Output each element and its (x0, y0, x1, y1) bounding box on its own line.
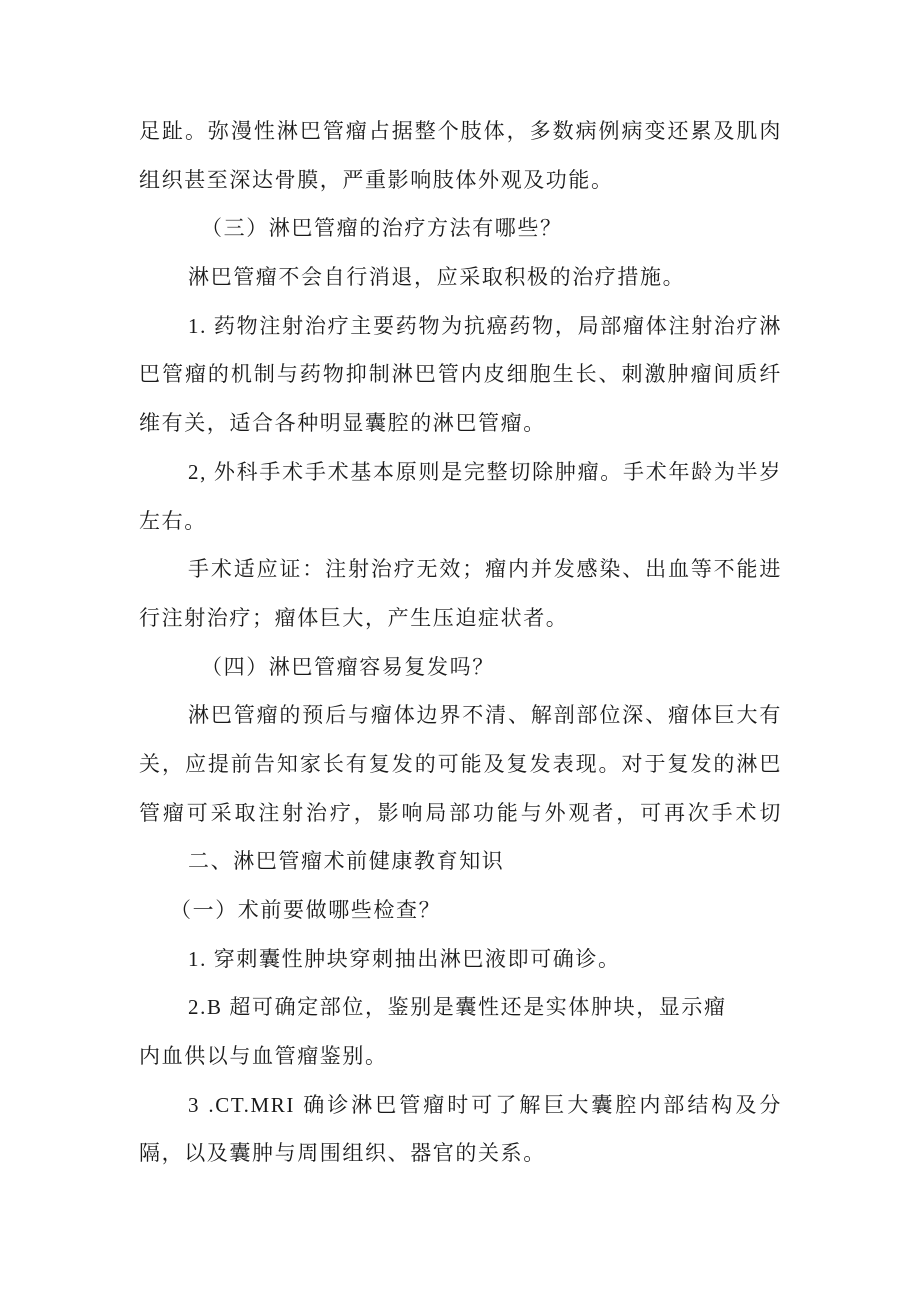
chapter-heading: 二、淋巴管瘤术前健康教育知识 (188, 849, 505, 874)
body-line: 行注射治疗；瘤体巨大，产生压迫症状者。 (139, 605, 569, 630)
body-line: 手术适应证：注射治疗无效；瘤内并发感染、出血等不能进 (188, 557, 782, 582)
body-line: 关，应提前告知家长有复发的可能及复发表现。对于复发的淋巴 (139, 751, 782, 776)
body-line: 巴管瘤的机制与药物抑制淋巴管内皮细胞生长、刺激肿瘤间质纤 (139, 362, 782, 387)
document-body (139, 107, 782, 1178)
list-item-line: 1. 穿刺囊性肿块穿刺抽出淋巴液即可确诊。 (188, 946, 621, 971)
body-line: 左右。 (139, 508, 207, 533)
list-item-line: 1. 药物注射治疗主要药物为抗癌药物，局部瘤体注射治疗淋 (188, 313, 782, 338)
list-item-line: 2.B 超可确定部位，鉴别是囊性还是实体肿块，显示瘤 (188, 995, 727, 1020)
body-line: 隔，以及囊肿与周围组织、器官的关系。 (139, 1141, 546, 1166)
body-line: 管瘤可采取注射治疗，影响局部功能与外观者，可再次手术切 (139, 800, 782, 825)
body-line: 足趾。弥漫性淋巴管瘤占据整个肢体，多数病例病变还累及肌肉 (139, 119, 782, 143)
body-line: 淋巴管瘤不会自行消退，应采取积极的治疗措施。 (188, 265, 686, 290)
list-item-line: 3 .CT.MRI 确诊淋巴管瘤时可了解巨大囊腔内部结构及分 (188, 1092, 782, 1117)
body-line: 组织甚至深达骨膜，严重影响肢体外观及功能。 (139, 167, 614, 192)
section-heading: （四）淋巴管瘤容易复发吗？ (201, 654, 495, 679)
body-line: 内血供以与血管瘤鉴别。 (139, 1044, 388, 1069)
list-item-line: 2, 外科手术手术基本原则是完整切除肿瘤。手术年龄为半岁 (188, 459, 782, 484)
section-heading: （一）术前要做哪些检查？ (170, 898, 442, 922)
body-line: 淋巴管瘤的预后与瘤体边界不清、解剖部位深、瘤体巨大有 (188, 703, 782, 728)
body-line: 维有关，适合各种明显囊腔的淋巴管瘤。 (139, 411, 546, 436)
section-heading: （三）淋巴管瘤的治疗方法有哪些？ (201, 216, 563, 241)
